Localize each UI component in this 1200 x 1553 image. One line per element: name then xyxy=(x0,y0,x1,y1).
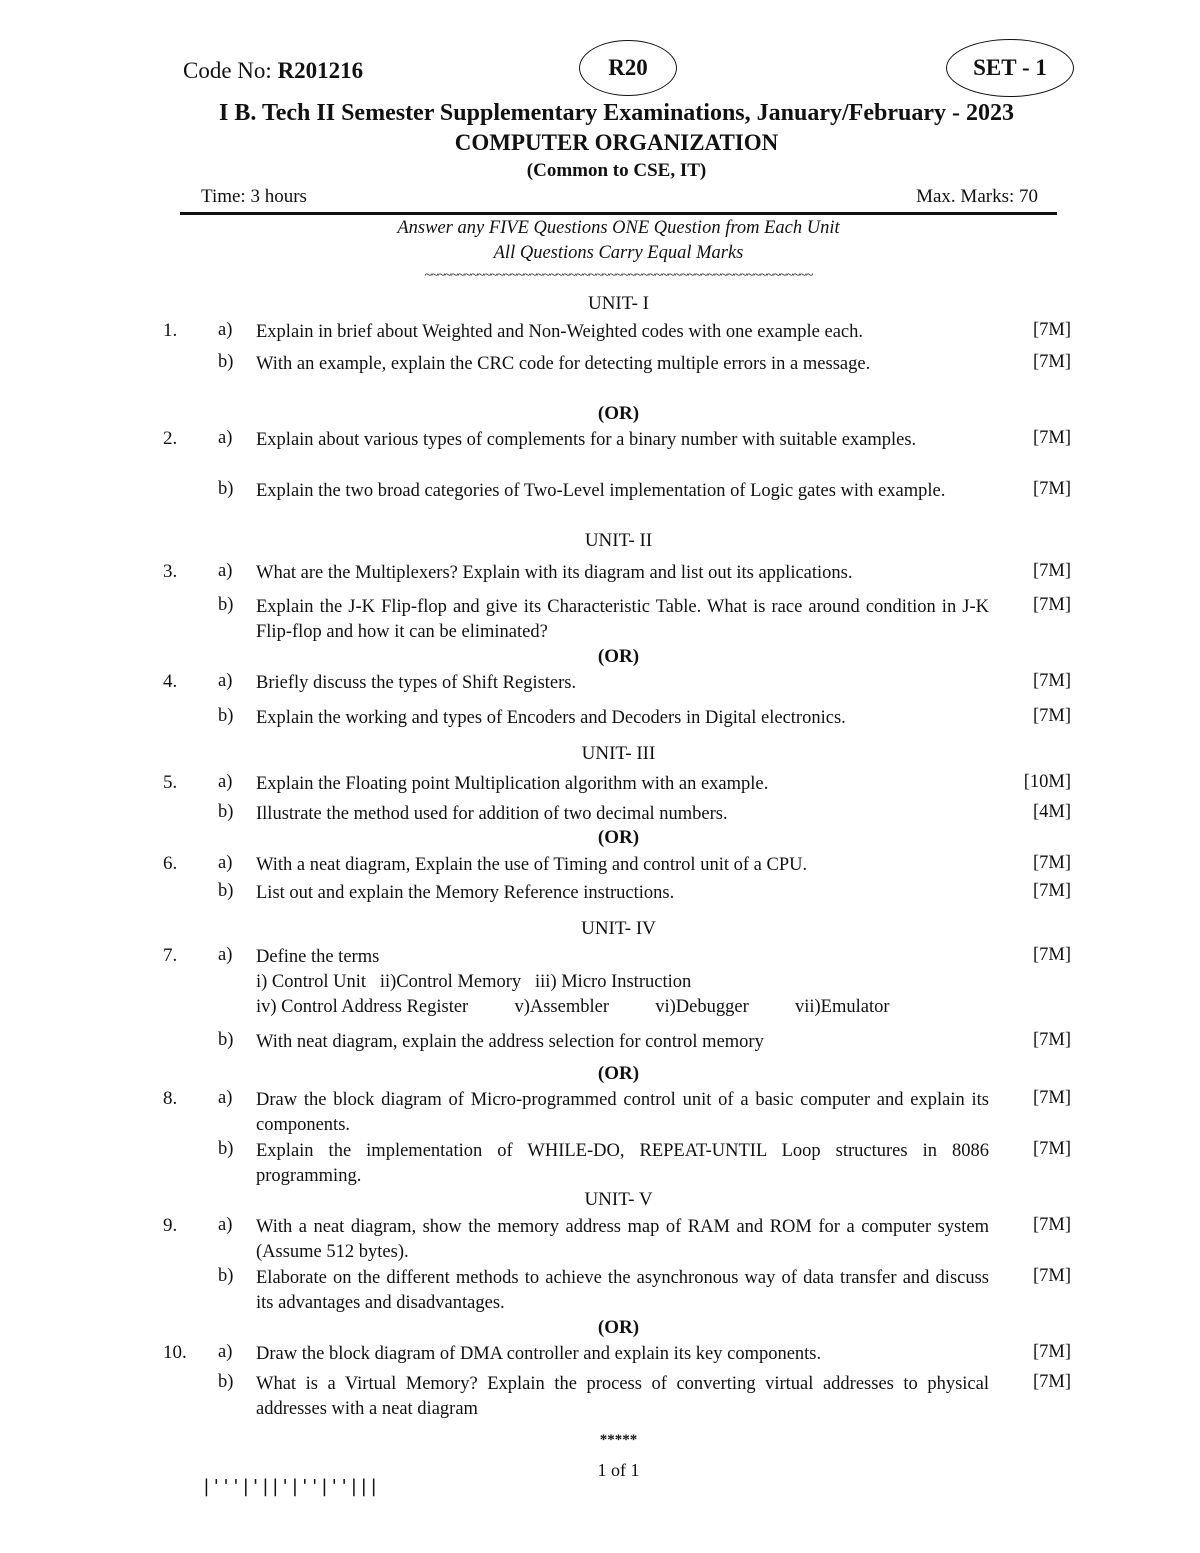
question-text: Explain the J-K Flip-flop and give its Characteristic Table. What is race around condition in J-K Flip-flop and how it can be eliminated? xyxy=(256,597,989,642)
marks: [7M] xyxy=(1032,352,1071,372)
marks: [7M] xyxy=(1032,561,1071,581)
question-text: Explain in brief about Weighted and Non-Weighted codes with one example each. xyxy=(256,322,863,342)
or-divider: (OR) xyxy=(597,646,640,667)
question-number: 9. xyxy=(163,1215,178,1236)
question-number: 6. xyxy=(163,853,178,874)
marks: [7M] xyxy=(1032,671,1071,691)
part-label: b) xyxy=(218,706,234,726)
instruction-line-1: Answer any FIVE Questions ONE Question from Each Unit xyxy=(397,218,840,238)
marks: [7M] xyxy=(1032,1266,1071,1286)
unit-heading: UNIT- I xyxy=(587,293,650,314)
question-text: Explain the implementation of WHILE-DO, REPEAT-UNTIL Loop structures in 8086 programming. xyxy=(256,1141,989,1186)
end-marker: ***** xyxy=(599,1432,638,1448)
question-number: 8. xyxy=(163,1088,178,1109)
question-text: Draw the block diagram of Micro-programmed control unit of a basic computer and explain its components. xyxy=(256,1090,989,1135)
question-text: Explain the Floating point Multiplication algorithm with an example. xyxy=(256,774,769,794)
page-number: 1 of 1 xyxy=(597,1460,640,1480)
max-marks: Max. Marks: 70 xyxy=(916,186,1038,207)
unit-heading: UNIT- IV xyxy=(581,918,656,939)
unit-heading: UNIT- II xyxy=(584,530,653,551)
regulation-badge: R20 xyxy=(579,40,677,96)
marks: [7M] xyxy=(1032,706,1071,726)
question-number: 5. xyxy=(163,772,178,793)
part-label: a) xyxy=(218,671,233,691)
question-text: Elaborate on the different methods to achieve the asynchronous way of data transfer and discuss its advantages and disadvantages. xyxy=(256,1268,989,1313)
part-label: a) xyxy=(218,561,233,581)
part-label: b) xyxy=(218,1266,234,1286)
unit-heading: UNIT- V xyxy=(584,1189,653,1210)
part-label: b) xyxy=(218,881,234,901)
question-text-line: i) Control Unit ii)Control Memory iii) Micro Instruction xyxy=(256,972,692,992)
part-label: a) xyxy=(218,853,233,873)
marks: [7M] xyxy=(1032,945,1071,965)
or-divider: (OR) xyxy=(597,403,640,424)
marks: [7M] xyxy=(1032,1342,1071,1362)
marks: [7M] xyxy=(1032,1088,1071,1108)
marks: [7M] xyxy=(1032,1030,1071,1050)
part-label: b) xyxy=(218,1030,234,1050)
question-text: Explain about various types of complements for a binary number with suitable examples. xyxy=(256,430,917,450)
question-text: Define the terms xyxy=(256,947,380,967)
part-label: a) xyxy=(218,772,233,792)
question-text: With a neat diagram, show the memory address map of RAM and ROM for a computer system (Assume 512 bytes). xyxy=(256,1217,989,1262)
part-label: a) xyxy=(218,945,233,965)
part-label: a) xyxy=(218,1342,233,1362)
question-text-line: iv) Control Address Register v)Assembler vi)Debugger vii)Emulator xyxy=(256,997,890,1017)
separator: ~~~~~~~~~~~~~~~~~~~~~~~~~~~~~~~~~~~~~~~~~~~~~~~~~~~~~~~~~~~ xyxy=(424,268,813,283)
question-number: 10. xyxy=(163,1342,187,1363)
exam-title: I B. Tech II Semester Supplementary Examinations, January/February - 2023 xyxy=(219,100,1014,126)
marks: [7M] xyxy=(1032,1215,1071,1235)
common-to: (Common to CSE, IT) xyxy=(526,160,707,181)
part-label: a) xyxy=(218,1088,233,1108)
question-number: 2. xyxy=(163,428,178,449)
question-text: With neat diagram, explain the address selection for control memory xyxy=(256,1032,764,1052)
marks: [7M] xyxy=(1032,320,1071,340)
question-number: 7. xyxy=(163,945,178,966)
question-number: 4. xyxy=(163,671,178,692)
part-label: b) xyxy=(218,1139,234,1159)
part-label: b) xyxy=(218,802,234,822)
marks: [7M] xyxy=(1032,479,1071,499)
part-label: b) xyxy=(218,595,234,615)
part-label: a) xyxy=(218,1215,233,1235)
unit-heading: UNIT- III xyxy=(581,743,656,764)
marks: [7M] xyxy=(1032,1372,1071,1392)
part-label: b) xyxy=(218,1372,234,1392)
question-number: 3. xyxy=(163,561,178,582)
time-limit: Time: 3 hours xyxy=(201,186,307,207)
code-value: R201216 xyxy=(277,58,364,83)
part-label: a) xyxy=(218,320,233,340)
question-text: Explain the working and types of Encoders and Decoders in Digital electronics. xyxy=(256,708,846,728)
header-divider xyxy=(180,212,1057,215)
barcode: |'''|'||'|''|''||| xyxy=(201,1476,379,1497)
code-label: Code No: xyxy=(183,58,278,83)
set-badge: SET - 1 xyxy=(946,39,1074,97)
or-divider: (OR) xyxy=(597,827,640,848)
marks: [7M] xyxy=(1032,881,1071,901)
marks: [7M] xyxy=(1032,1139,1071,1159)
or-divider: (OR) xyxy=(597,1317,640,1338)
question-text: Briefly discuss the types of Shift Registers. xyxy=(256,673,577,693)
code-number xyxy=(183,58,363,84)
question-text: What are the Multiplexers? Explain with its diagram and list out its applications. xyxy=(256,563,853,583)
marks: [7M] xyxy=(1032,595,1071,615)
question-text: Illustrate the method used for addition of two decimal numbers. xyxy=(256,804,728,824)
question-text: What is a Virtual Memory? Explain the process of converting virtual addresses to physical addresses with a neat diagram xyxy=(256,1374,989,1419)
part-label: a) xyxy=(218,428,233,448)
question-text: Explain the two broad categories of Two-Level implementation of Logic gates with example. xyxy=(256,481,946,501)
question-text: Draw the block diagram of DMA controller and explain its key components. xyxy=(256,1344,822,1364)
marks: [4M] xyxy=(1032,802,1071,822)
part-label: b) xyxy=(218,479,234,499)
marks: [7M] xyxy=(1032,853,1071,873)
subject-title: COMPUTER ORGANIZATION xyxy=(454,130,779,155)
instruction-line-2: All Questions Carry Equal Marks xyxy=(493,243,744,263)
question-text: List out and explain the Memory Reference instructions. xyxy=(256,883,675,903)
question-text: With an example, explain the CRC code for detecting multiple errors in a message. xyxy=(256,354,871,374)
question-number: 1. xyxy=(163,320,178,341)
marks: [7M] xyxy=(1032,428,1071,448)
part-label: b) xyxy=(218,352,234,372)
or-divider: (OR) xyxy=(597,1063,640,1084)
question-text: With a neat diagram, Explain the use of Timing and control unit of a CPU. xyxy=(256,855,808,875)
marks: [10M] xyxy=(1023,772,1071,792)
